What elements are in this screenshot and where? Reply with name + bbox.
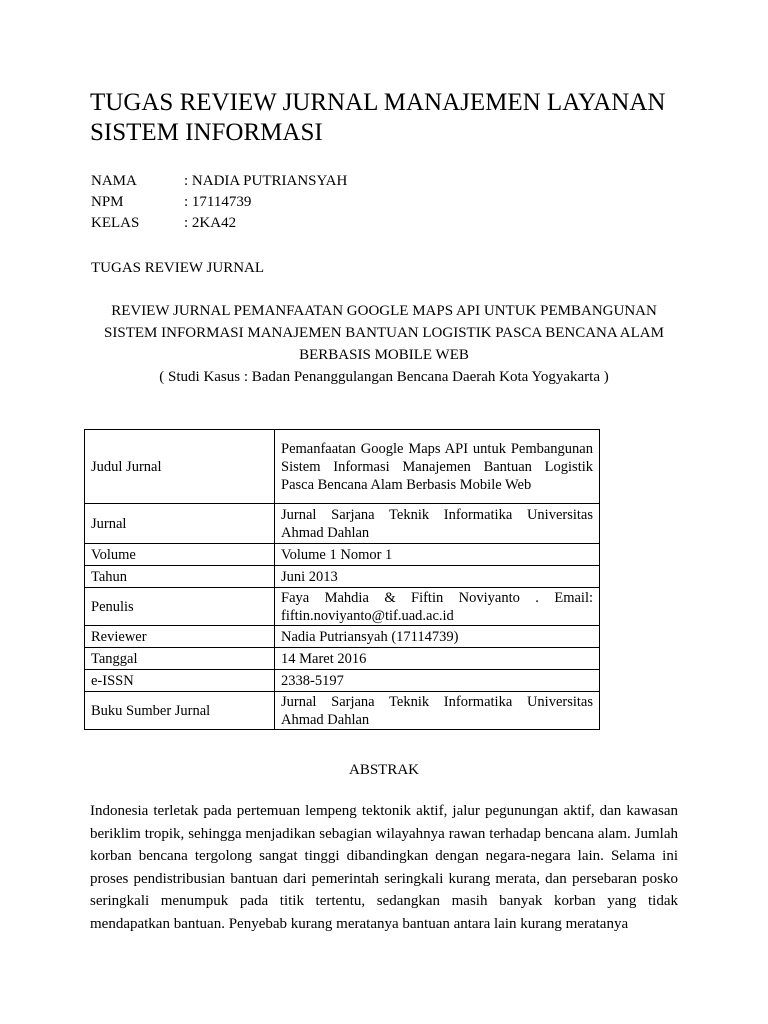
identity-label: NAMA bbox=[91, 173, 137, 189]
table-key: Buku Sumber Jurnal bbox=[85, 692, 275, 730]
table-value: Pemanfaatan Google Maps API untuk Pembangunan Sistem Informasi Manajemen Bantuan Logistik Pasca Bencana Alam Berbasis Mobile Web bbox=[275, 430, 600, 504]
table-value: Jurnal Sarjana Teknik Informatika Universitas Ahmad Dahlan bbox=[275, 504, 600, 544]
table-key: Tanggal bbox=[85, 648, 275, 670]
table-key: Jurnal bbox=[85, 504, 275, 544]
review-title-line-1: REVIEW JURNAL PEMANFAATAN GOOGLE MAPS API UNTUK PEMBANGUNAN bbox=[111, 303, 657, 319]
document-title bbox=[90, 88, 690, 148]
identity-value: : 2KA42 bbox=[184, 215, 237, 231]
abstract-paragraph: Indonesia terletak pada pertemuan lempeng tektonik aktif, jalur pegunungan aktif, dan kawasan beriklim tropik, sehingga menjadikan sebagian wilayahnya rawan terhadap bencana alam. Jumlah korban bencana tergolong sangat tinggi dibandingkan dengan negara-negara lain. Selama ini proses pendistribusian bantuan dari pemerintah seringkali kurang merata, dan persebaran posko seringkali menumpuk pada titik tertentu, sedangkan masih banyak korban yang tidak mendapatkan bantuan. Penyebab kurang meratanya bantuan antara lain kurang meratanya bbox=[90, 803, 678, 932]
table-row bbox=[85, 566, 600, 588]
table-key: Penulis bbox=[85, 588, 275, 626]
table-row bbox=[85, 504, 600, 544]
review-title-line-2: SISTEM INFORMASI MANAJEMEN BANTUAN LOGISTIK PASCA BENCANA ALAM bbox=[104, 325, 664, 341]
table-key: e-ISSN bbox=[85, 670, 275, 692]
table-key: Judul Jurnal bbox=[85, 430, 275, 504]
identity-label: KELAS bbox=[91, 215, 140, 231]
table-row bbox=[85, 430, 600, 504]
identity-label: NPM bbox=[91, 194, 124, 210]
abstract-heading: ABSTRAK bbox=[348, 762, 419, 778]
table-row bbox=[85, 544, 600, 566]
table-key: Tahun bbox=[85, 566, 275, 588]
table-value: Nadia Putriansyah (17114739) bbox=[275, 626, 600, 648]
journal-info-table bbox=[84, 429, 600, 730]
table-value: Jurnal Sarjana Teknik Informatika Universitas Ahmad Dahlan bbox=[275, 692, 600, 730]
identity-value: : NADIA PUTRIANSYAH bbox=[184, 173, 348, 189]
table-value: Faya Mahdia & Fiftin Noviyanto . Email: fiftin.noviyanto@tif.uad.ac.id bbox=[275, 588, 600, 626]
table-row bbox=[85, 670, 600, 692]
document-title-line-1: TUGAS REVIEW JURNAL MANAJEMEN LAYANAN bbox=[90, 89, 666, 116]
case-study-line: ( Studi Kasus : Badan Penanggulangan Bencana Daerah Kota Yogyakarta ) bbox=[159, 369, 609, 385]
review-title bbox=[90, 300, 678, 388]
table-value: 14 Maret 2016 bbox=[275, 648, 600, 670]
table-key: Reviewer bbox=[85, 626, 275, 648]
table-value: Juni 2013 bbox=[275, 566, 600, 588]
identity-value: : 17114739 bbox=[184, 194, 252, 210]
table-key: Volume bbox=[85, 544, 275, 566]
table-value: Volume 1 Nomor 1 bbox=[275, 544, 600, 566]
table-row bbox=[85, 588, 600, 626]
table-row bbox=[85, 648, 600, 670]
document-title-line-2: SISTEM INFORMASI bbox=[90, 119, 323, 146]
table-row bbox=[85, 626, 600, 648]
table-value: 2338-5197 bbox=[275, 670, 600, 692]
table-row bbox=[85, 692, 600, 730]
task-label: TUGAS REVIEW JURNAL bbox=[91, 260, 265, 276]
review-title-line-3: BERBASIS MOBILE WEB bbox=[299, 347, 469, 363]
